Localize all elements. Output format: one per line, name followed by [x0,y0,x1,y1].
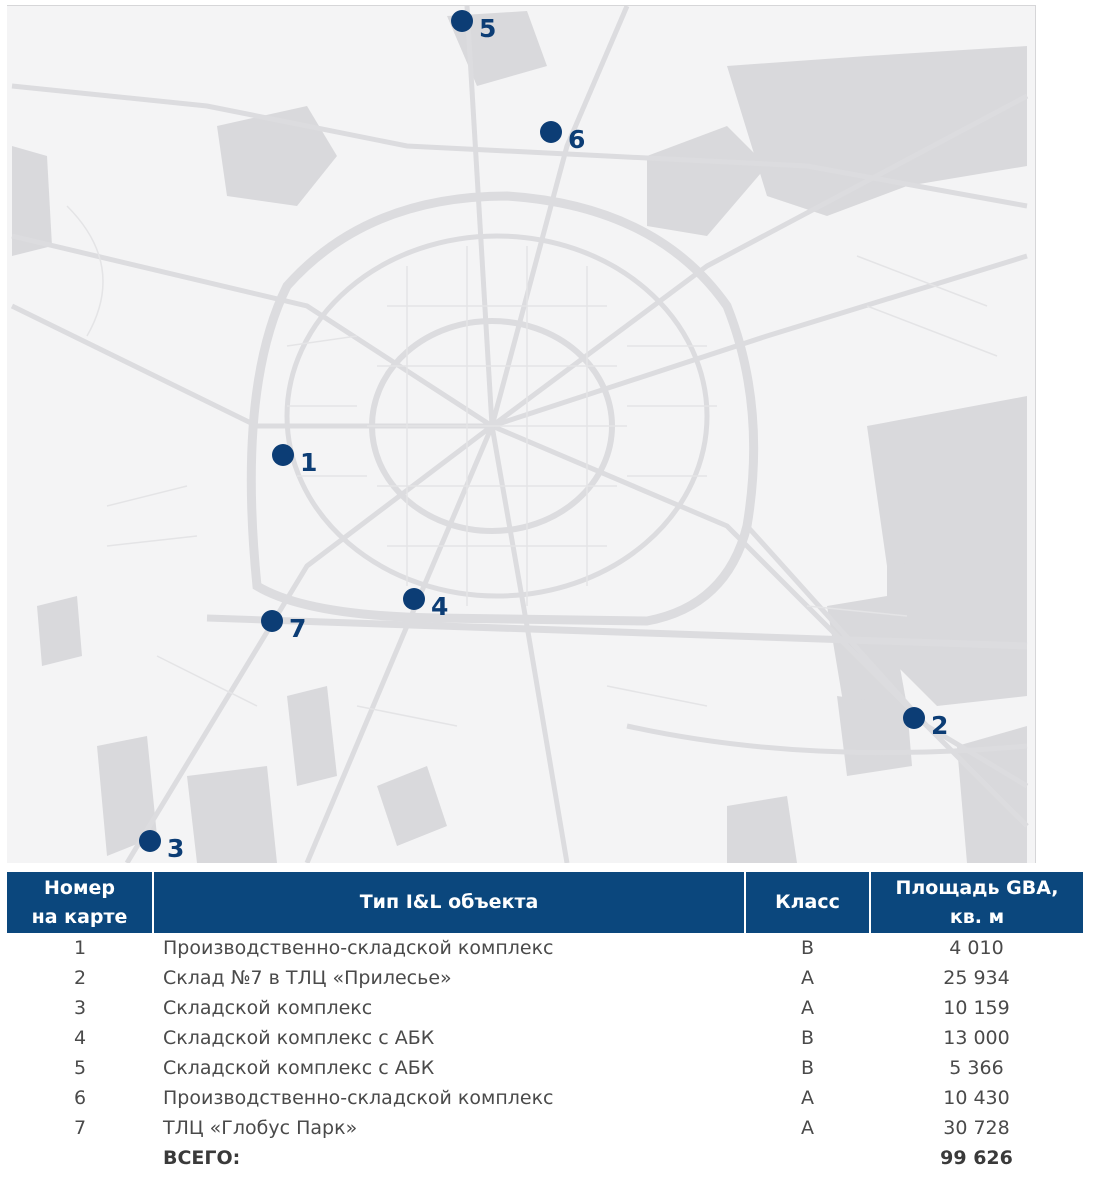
cell-area: 10 430 [943,1087,1010,1109]
marker-label: 1 [300,448,318,477]
cell-type: Производственно-складской комплекс [163,1087,554,1109]
cell-area: 13 000 [943,1027,1010,1049]
table-row [7,993,1083,1023]
map-marker-3[interactable] [139,828,185,863]
cell-class: B [800,937,815,959]
cell-empty [745,1143,870,1173]
city-map[interactable] [7,5,1036,863]
marker-dot-icon [261,610,283,632]
map-marker-7[interactable] [261,608,307,643]
table-header-row [7,872,1083,933]
cell-class: A [801,997,814,1019]
map-ring-roads [251,196,753,621]
map-base-layer [7,6,1035,863]
table-row [7,963,1083,993]
cell-class: A [801,1087,814,1109]
cell-type: Производственно-складской комплекс [163,937,554,959]
header-number-line1: Номер [44,876,115,899]
cell-type: Склад №7 в ТЛЦ «Прилесье» [163,967,452,989]
table-total-row [7,1143,1083,1173]
marker-dot-icon [903,707,925,729]
cell-number: 1 [73,937,87,959]
cell-number: 6 [73,1087,87,1109]
marker-label: 4 [431,592,449,621]
map-marker-5[interactable] [451,8,497,43]
map-marker-1[interactable] [272,442,318,477]
cell-area: 4 010 [949,937,1004,959]
cell-class: B [800,1027,815,1049]
cell-type: ТЛЦ «Глобус Парк» [163,1117,358,1139]
marker-dot-icon [540,121,562,143]
table-row [7,933,1083,963]
marker-label: 2 [931,711,949,740]
cell-number: 4 [73,1027,87,1049]
marker-dot-icon [139,830,161,852]
table-row [7,1053,1083,1083]
header-number [7,872,153,933]
cell-area: 30 728 [943,1117,1010,1139]
total-label: ВСЕГО: [163,1147,241,1169]
marker-dot-icon [272,444,294,466]
table-row [7,1023,1083,1053]
total-area: 99 626 [940,1147,1013,1169]
table-row [7,1083,1083,1113]
cell-class: B [800,1057,815,1079]
cell-area: 5 366 [949,1057,1004,1079]
marker-label: 5 [479,14,497,43]
cell-type: Складской комплекс с АБК [163,1027,435,1049]
header-area-line2: кв. м [949,905,1005,928]
cell-number: 7 [73,1117,87,1139]
marker-label: 3 [167,834,185,863]
cell-empty [7,1143,153,1173]
header-number-line2: на карте [31,905,128,928]
marker-dot-icon [451,10,473,32]
marker-label: 7 [289,614,307,643]
header-type: Тип I&L объекта [153,872,745,933]
header-area [870,872,1083,933]
cell-class: A [801,967,814,989]
cell-type: Складской комплекс [163,997,373,1019]
marker-label: 6 [568,125,586,154]
cell-type: Складской комплекс с АБК [163,1057,435,1079]
header-class: Класс [745,872,870,933]
cell-number: 5 [73,1057,87,1079]
map-marker-2[interactable] [903,705,949,740]
map-marker-6[interactable] [540,119,586,154]
cell-number: 2 [73,967,87,989]
cell-class: A [801,1117,814,1139]
cell-number: 3 [73,997,87,1019]
table-row [7,1113,1083,1143]
map-marker-4[interactable] [403,586,449,621]
cell-area: 10 159 [943,997,1010,1019]
cell-area: 25 934 [943,967,1010,989]
header-area-line1: Площадь GBA, [895,876,1059,899]
objects-table [7,872,1083,1173]
marker-dot-icon [403,588,425,610]
